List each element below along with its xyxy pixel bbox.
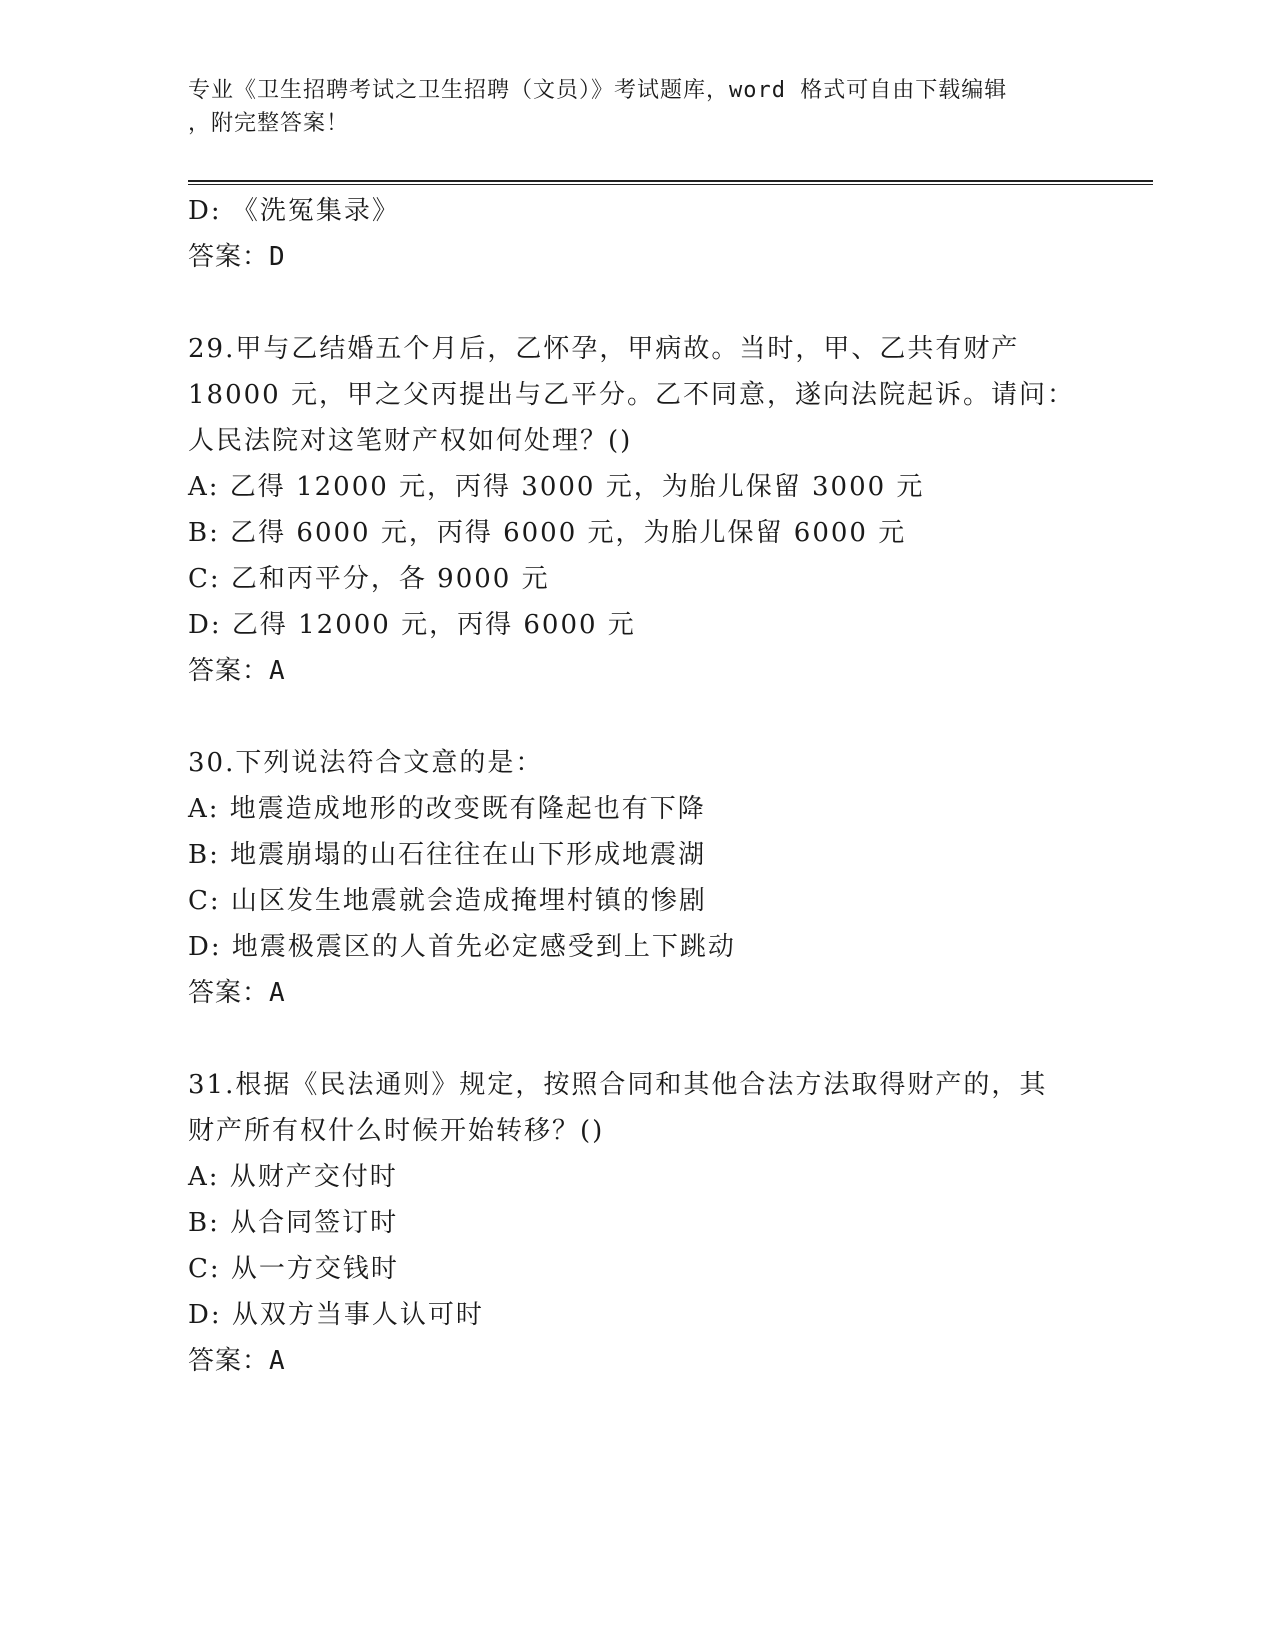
prev-option-d: D: 《洗冤集录》: [188, 196, 400, 226]
option-b: B: 从合同签订时: [188, 1208, 399, 1238]
question-31: [188, 1062, 1088, 1384]
question-stem-line: 财产所有权什么时候开始转移？(): [188, 1116, 605, 1146]
option-c: C: 乙和丙平分，各 9000 元: [188, 564, 550, 594]
question-29: [188, 326, 1088, 694]
question-stem-line: 31.根据《民法通则》规定，按照合同和其他合法方法取得财产的，其: [188, 1070, 1048, 1100]
answer: 答案：A: [188, 1346, 286, 1376]
prev-answer: 答案：D: [188, 242, 286, 272]
spacer: [188, 280, 1088, 326]
answer: 答案：A: [188, 978, 286, 1008]
answer: 答案：A: [188, 656, 286, 686]
option-a: A: 地震造成地形的改变既有隆起也有下降: [188, 794, 706, 824]
question-stem-line: 29.甲与乙结婚五个月后，乙怀孕，甲病故。当时，甲、乙共有财产: [188, 334, 1020, 364]
document-header: [188, 74, 1088, 140]
header-line-1: 专业《卫生招聘考试之卫生招聘（文员）》考试题库，word 格式可自由下载编辑: [188, 78, 1008, 103]
question-stem-line: 人民法院对这笔财产权如何处理？(): [188, 426, 633, 456]
spacer: [188, 1016, 1088, 1062]
option-b: B: 乙得 6000 元，丙得 6000 元，为胎儿保留 6000 元: [188, 518, 907, 548]
question-list: [188, 188, 1088, 1384]
option-a: A: 从财产交付时: [188, 1162, 398, 1192]
option-d: D: 地震极震区的人首先必定感受到上下跳动: [188, 932, 736, 962]
spacer: [188, 694, 1088, 740]
option-b: B: 地震崩塌的山石往往在山下形成地震湖: [188, 840, 707, 870]
question-stem-line: 18000 元，甲之父丙提出与乙平分。乙不同意，遂向法院起诉。请问：: [188, 380, 1075, 410]
option-a: A: 乙得 12000 元，丙得 3000 元，为胎儿保留 3000 元: [188, 472, 925, 502]
option-c: C: 从一方交钱时: [188, 1254, 399, 1284]
header-divider-thin: [188, 184, 1153, 185]
option-d: D: 从双方当事人认可时: [188, 1300, 484, 1330]
option-d: D: 乙得 12000 元，丙得 6000 元: [188, 610, 636, 640]
header-line-2: ，附完整答案！: [188, 111, 350, 136]
question-stem-line: 30.下列说法符合文意的是：: [188, 748, 544, 778]
header-divider-thick: [188, 180, 1153, 182]
question-30: [188, 740, 1088, 1016]
option-c: C: 山区发生地震就会造成掩埋村镇的惨剧: [188, 886, 707, 916]
